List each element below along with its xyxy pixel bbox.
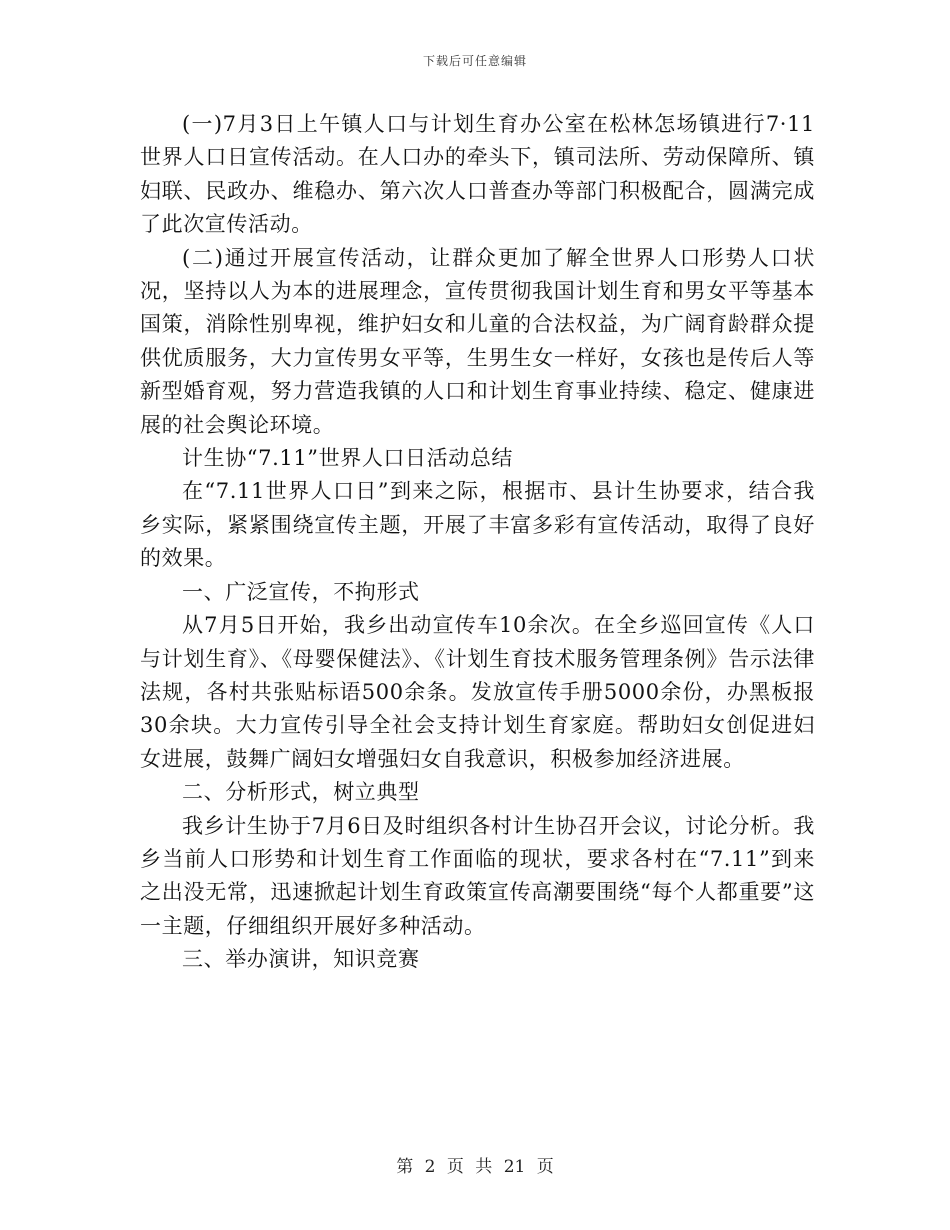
- paragraph-1: (一)7月3日上午镇人口与计划生育办公室在松林怎场镇进行7·11世界人口日宣传活动。在人口办的牵头下，镇司法所、劳动保障所、镇妇联、民政办、维稳办、第六次人口普查办等部门积极配合，圆满完成了此次宣传活动。: [140, 112, 815, 237]
- paragraph-intro: 在“7.11世界人口日”到来之际，根据市、县计生协要求，结合我乡实际，紧紧围绕宣传主题，开展了丰富多彩有宣传活动，取得了良好的效果。: [140, 479, 815, 571]
- heading-1: 一、广泛宣传，不拘形式: [182, 579, 420, 604]
- paragraph-2: (二)通过开展宣传活动，让群众更加了解全世界人口形势人口状况，坚持以人为本的进展理念，宣传贯彻我国计划生育和男女平等基本国策，消除性别卑视，维护妇女和儿童的合法权益，为广阔育龄群众提供优质服务，大力宣传男女平等，生男生女一样好，女孩也是传后人等新型婚育观，努力营造我镇的人口和计划生育事业持续、稳定、健康进展的社会舆论环境。: [140, 245, 815, 437]
- document-body: [140, 108, 815, 977]
- heading-3: 三、举办演讲，知识竞赛: [182, 947, 420, 972]
- header-note: 下载后可任意编辑: [422, 54, 527, 68]
- paragraph-4: 我乡计生协于7月6日及时组织各村计生协召开会议，讨论分析。我乡当前人口形势和计划生育工作面临的现状，要求各村在“7.11”到来之出没无常，迅速掀起计划生育政策宣传高潮要围绕“每个人都重要”这一主题，仔细组织开展好多种活动。: [140, 813, 815, 938]
- section-title: 计生协“7.11”世界人口日活动总结: [182, 446, 514, 471]
- paragraph-3: 从7月5日开始，我乡出动宣传车10余次。在全乡巡回宣传《人口与计划生育》、《母婴保健法》、《计划生育技术服务管理条例》告示法律法规，各村共张贴标语500余条。发放宣传手册5000余份，办黑板报30余块。大力宣传引导全社会支持计划生育家庭。帮助妇女创促进妇女进展，鼓舞广阔妇女增强妇女自我意识，积极参加经济进展。: [140, 613, 815, 771]
- heading-2: 二、分析形式，树立典型: [182, 780, 420, 805]
- page-number: 第 2 页 共 21 页: [396, 1157, 554, 1177]
